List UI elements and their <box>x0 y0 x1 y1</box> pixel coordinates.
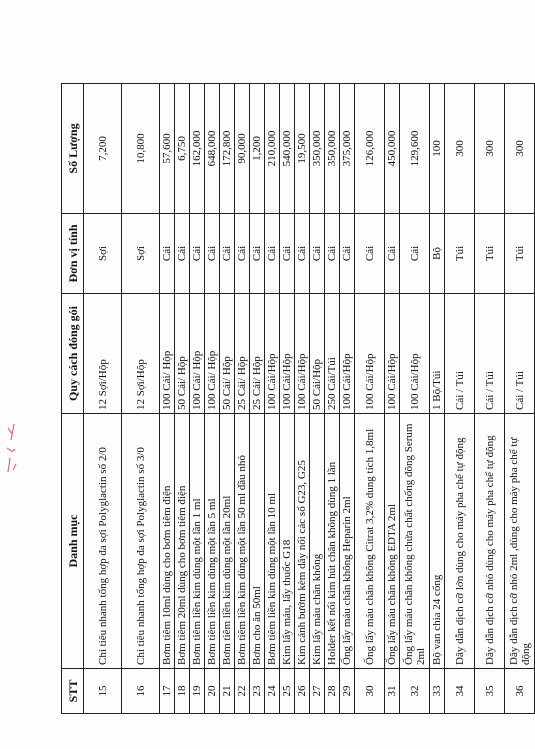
row-stt: 19 <box>190 669 205 714</box>
row-qty: 350,000 <box>310 84 325 214</box>
row-unit: Cái <box>385 214 400 294</box>
table-row <box>250 84 265 714</box>
header-qty: Số Lượng <box>62 84 84 214</box>
row-stt: 21 <box>220 669 235 714</box>
row-pack: 12 Sợi/Hộp <box>84 294 122 414</box>
table-row <box>430 84 445 714</box>
row-name: Ống lấy máu chân không chứa chất chống đông Serum 2ml <box>400 414 430 669</box>
row-name: Chỉ tiêu nhanh tổng hợp đa sợi Polyglactin số 3/0 <box>122 414 160 669</box>
row-unit: Cái <box>340 214 355 294</box>
row-stt: 34 <box>445 669 475 714</box>
row-name: Bơm tiêm liền kim dùng một lần 1 ml <box>190 414 205 669</box>
header-name: Danh mục <box>62 414 84 669</box>
row-unit: Cái <box>355 214 385 294</box>
row-unit: Cái <box>280 214 295 294</box>
row-pack: 100 Cái/ Hộp <box>205 294 220 414</box>
row-pack: 50 Cái/Hộp <box>310 294 325 414</box>
table-row <box>505 84 535 714</box>
row-qty: 210,000 <box>265 84 280 214</box>
row-stt: 35 <box>475 669 505 714</box>
row-unit: Cái <box>325 214 340 294</box>
row-qty: 162,000 <box>190 84 205 214</box>
row-unit: Túi <box>445 214 475 294</box>
row-qty: 350,000 <box>325 84 340 214</box>
table-row <box>325 84 340 714</box>
row-stt: 32 <box>400 669 430 714</box>
row-qty: 7,200 <box>84 84 122 214</box>
row-name: Holder kết nối kim hút chân không dùng 1 lần <box>325 414 340 669</box>
row-unit: Cái <box>295 214 310 294</box>
row-name: Kim cánh bướm kèm dây nối các số G23, G25 <box>295 414 310 669</box>
row-stt: 30 <box>355 669 385 714</box>
rotated-table-wrapper <box>61 84 532 714</box>
row-unit: Cái <box>205 214 220 294</box>
row-unit: Cái <box>235 214 250 294</box>
row-pack: 1 Bộ/Túi <box>430 294 445 414</box>
row-unit: Túi <box>505 214 535 294</box>
row-unit: Túi <box>475 214 505 294</box>
row-stt: 33 <box>430 669 445 714</box>
row-pack: 25 Cái/ Hộp <box>235 294 250 414</box>
row-name: Ống lấy máu chân không Citrat 3,2% dung tích 1,8ml <box>355 414 385 669</box>
table-row <box>475 84 505 714</box>
row-pack: 100 Cái/ Hộp <box>160 294 175 414</box>
row-pack: 100 Cái/ Hộp <box>190 294 205 414</box>
row-qty: 126,000 <box>355 84 385 214</box>
table-row <box>280 84 295 714</box>
row-name: Bộ van chia 24 cổng <box>430 414 445 669</box>
row-name: Bơm tiêm liền kim dùng một lần 50 ml đầu nhỏ <box>235 414 250 669</box>
row-pack: 100 Cái/Hộp <box>355 294 385 414</box>
row-qty: 375,000 <box>340 84 355 214</box>
row-stt: 23 <box>250 669 265 714</box>
row-qty: 10,800 <box>122 84 160 214</box>
row-unit: Cái <box>160 214 175 294</box>
row-qty: 300 <box>505 84 535 214</box>
row-unit: Cái <box>310 214 325 294</box>
row-unit: Cái <box>250 214 265 294</box>
row-name: Bơm tiêm 10ml dùng cho bơm tiêm điện <box>160 414 175 669</box>
row-qty: 648,000 <box>205 84 220 214</box>
header-pack: Quy cách đóng gói <box>62 294 84 414</box>
row-qty: 1,200 <box>250 84 265 214</box>
row-stt: 16 <box>122 669 160 714</box>
row-pack: 250 Cái/Túi <box>325 294 340 414</box>
row-stt: 15 <box>84 669 122 714</box>
table-row <box>400 84 430 714</box>
row-qty: 300 <box>475 84 505 214</box>
row-pack: Cái / Túi <box>505 294 535 414</box>
red-stamp-mark <box>4 420 24 480</box>
row-stt: 17 <box>160 669 175 714</box>
row-unit: Cái <box>190 214 205 294</box>
row-stt: 22 <box>235 669 250 714</box>
table-row <box>122 84 160 714</box>
row-name: Ống lấy máu chân không EDTA 2ml <box>385 414 400 669</box>
row-unit: Cái <box>175 214 190 294</box>
row-stt: 31 <box>385 669 400 714</box>
row-qty: 540,000 <box>280 84 295 214</box>
row-name: Dây dẫn dịch cỡ lớn dùng cho máy pha chế tự động <box>445 414 475 669</box>
row-name: Kim lấy máu, lấy thuốc G18 <box>280 414 295 669</box>
row-qty: 6,750 <box>175 84 190 214</box>
table-row <box>265 84 280 714</box>
row-stt: 18 <box>175 669 190 714</box>
table-row <box>190 84 205 714</box>
row-pack: 100 Cái/Hộp <box>340 294 355 414</box>
table-row <box>235 84 250 714</box>
table-row <box>160 84 175 714</box>
table-row <box>385 84 400 714</box>
row-pack: 12 Sợi/Hộp <box>122 294 160 414</box>
row-stt: 20 <box>205 669 220 714</box>
row-name: Bơm tiêm liền kim dùng một lần 5 ml <box>205 414 220 669</box>
row-unit: Sợi <box>84 214 122 294</box>
row-name: Dây dẫn dịch cỡ nhỏ dùng cho máy pha chế tự động <box>475 414 505 669</box>
row-name: Bơm tiêm liền kim dùng một lần 10 ml <box>265 414 280 669</box>
row-pack: 100 Cái/Hộp <box>280 294 295 414</box>
table-row <box>295 84 310 714</box>
row-qty: 129,600 <box>400 84 430 214</box>
row-name: Bơm tiêm liền kim dùng một lần 20ml <box>220 414 235 669</box>
table-row <box>355 84 385 714</box>
row-pack: 100 Cái/Hộp <box>385 294 400 414</box>
table-row <box>205 84 220 714</box>
row-name: Chỉ tiêu nhanh tổng hợp đa sợi Polyglactin số 2/0 <box>84 414 122 669</box>
table-body <box>84 84 535 714</box>
row-pack: 100 Cái/Hộp <box>265 294 280 414</box>
table-header-row <box>62 84 84 714</box>
row-stt: 29 <box>340 669 355 714</box>
row-stt: 36 <box>505 669 535 714</box>
table-row <box>84 84 122 714</box>
row-unit: Cái <box>400 214 430 294</box>
row-name: Bơm tiêm 20ml dùng cho bơm tiêm điện <box>175 414 190 669</box>
row-qty: 172,800 <box>220 84 235 214</box>
row-pack: Cái / Túi <box>475 294 505 414</box>
row-unit: Sợi <box>122 214 160 294</box>
row-qty: 100 <box>430 84 445 214</box>
row-pack: 100 Cái/Hộp <box>400 294 430 414</box>
row-unit: Bộ <box>430 214 445 294</box>
row-pack: Cái / Túi <box>445 294 475 414</box>
row-stt: 25 <box>280 669 295 714</box>
table-row <box>445 84 475 714</box>
row-pack: 100 Cái/Hộp <box>295 294 310 414</box>
row-unit: Cái <box>220 214 235 294</box>
row-stt: 27 <box>310 669 325 714</box>
row-name: Ống lấy máu chân không Heparin 2ml <box>340 414 355 669</box>
table-row <box>340 84 355 714</box>
row-qty: 90,000 <box>235 84 250 214</box>
row-pack: 50 Cái/ Hộp <box>220 294 235 414</box>
table-row <box>310 84 325 714</box>
table-row <box>220 84 235 714</box>
row-qty: 300 <box>445 84 475 214</box>
row-qty: 19,500 <box>295 84 310 214</box>
row-name: Dây dẫn dịch cỡ nhỏ 2ml ,dùng cho máy pha chế tự động <box>505 414 535 669</box>
row-name: Kim lấy máu chân không <box>310 414 325 669</box>
row-unit: Cái <box>265 214 280 294</box>
header-stt: STT <box>62 669 84 714</box>
row-qty: 57,600 <box>160 84 175 214</box>
row-stt: 26 <box>295 669 310 714</box>
row-name: Bơm cho ăn 50ml <box>250 414 265 669</box>
row-qty: 450,000 <box>385 84 400 214</box>
row-pack: 25 Cái/ Hộp <box>250 294 265 414</box>
row-stt: 24 <box>265 669 280 714</box>
row-pack: 50 Cái/ Hộp <box>175 294 190 414</box>
product-table <box>61 83 535 714</box>
header-unit: Đơn vị tính <box>62 214 84 294</box>
row-stt: 28 <box>325 669 340 714</box>
table-row <box>175 84 190 714</box>
